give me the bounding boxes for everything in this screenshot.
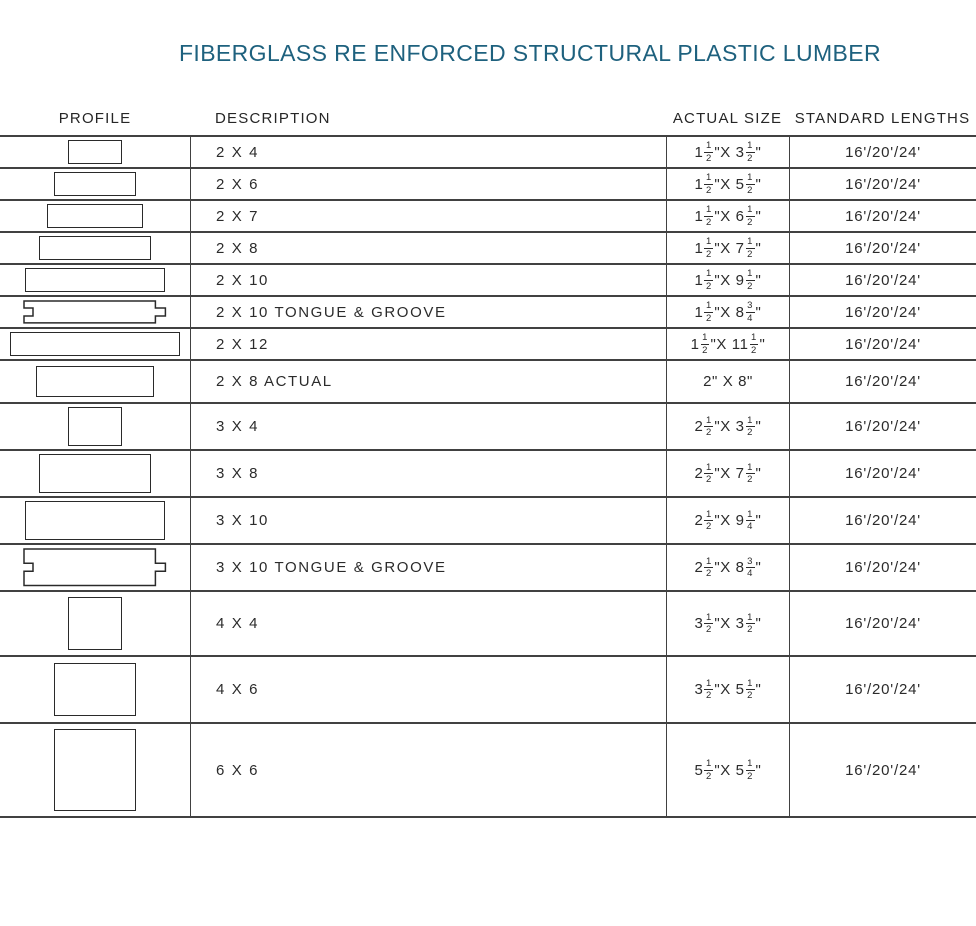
fraction-numerator: 1 [747,140,754,151]
fraction-numerator: 1 [705,461,712,473]
fraction-denominator: 2 [747,427,754,438]
size-text: 5 [694,761,704,779]
table-body [0,137,976,818]
standard-lengths-cell [789,451,976,496]
fraction-numerator: 1 [747,758,754,769]
actual-size-cell [666,265,789,295]
size-text: " [755,207,762,225]
size-text: 2 [694,512,704,529]
fraction-numerator: 3 [747,555,754,567]
description-cell [190,297,666,327]
standard-lengths-label: 16'/20'/24' [845,761,921,779]
size-fraction [746,205,755,227]
profile-cell [0,404,190,449]
size-text: " [755,559,762,576]
size-text: " [755,761,762,779]
table-row [0,361,976,404]
actual-size-cell [666,169,789,199]
description-cell [190,265,666,295]
size-fraction [704,510,713,532]
size-text: 2" X 8" [703,373,753,390]
description-cell [190,329,666,359]
size-text: " [755,465,762,482]
description-label: 2 X 8 ACTUAL [216,373,333,390]
actual-size-cell [666,137,789,167]
size-text: 1 [690,335,700,353]
description-label: 2 X 4 [216,143,260,161]
size-fraction [746,463,755,485]
fraction-denominator: 2 [751,344,757,356]
standard-lengths-cell [789,265,976,295]
actual-size-cell [666,201,789,231]
standard-lengths-label: 16'/20'/24' [845,175,921,193]
standard-lengths-cell [789,137,976,167]
description-label: 2 X 10 [216,271,269,289]
profile-cell [0,498,190,543]
fraction-numerator: 1 [705,758,712,769]
profile-cell [0,724,190,816]
fraction-denominator: 2 [705,770,712,782]
size-fraction [704,237,713,259]
table-row [0,265,976,297]
description-cell [190,451,666,496]
standard-lengths-label: 16'/20'/24' [845,271,921,289]
actual-size-cell [666,724,789,816]
size-fraction [746,237,755,259]
standard-lengths-cell [789,169,976,199]
fraction-numerator: 1 [747,414,754,426]
fraction-denominator: 2 [705,474,712,485]
fraction-denominator: 2 [705,152,712,164]
page-title: FIBERGLASS RE ENFORCED STRUCTURAL PLASTIC LUMBER [178,40,882,66]
profile-rect-drawing [39,454,151,493]
description-label: 4 X 4 [216,615,260,632]
profile-cell [0,592,190,655]
actual-size-cell [666,329,789,359]
size-text: "X 5 [714,761,745,779]
fraction-denominator: 2 [705,521,712,532]
table-row [0,657,976,724]
profile-rect-drawing [36,366,155,397]
fraction-numerator: 1 [705,204,712,215]
size-text: " [755,681,762,698]
actual-size-cell [666,545,789,590]
fraction-numerator: 1 [747,236,754,247]
size-text: 1 [694,207,704,225]
size-text: 2 [694,559,704,576]
size-text: "X 8 [714,559,745,576]
table-row [0,297,976,329]
fraction-numerator: 1 [705,268,712,279]
fraction-numerator: 1 [747,611,754,623]
table-row [0,592,976,657]
actual-size-cell [666,233,789,263]
fraction-denominator: 2 [747,152,754,164]
description-cell [190,592,666,655]
standard-lengths-label: 16'/20'/24' [845,239,921,257]
description-label: 3 X 4 [216,418,260,435]
size-text: "X 8 [714,303,745,321]
actual-size-cell [666,657,789,722]
standard-lengths-label: 16'/20'/24' [845,373,921,390]
fraction-denominator: 2 [747,184,754,196]
size-text: 1 [694,239,704,257]
fraction-numerator: 1 [705,300,712,311]
standard-lengths-cell [789,201,976,231]
profile-cell [0,297,190,327]
fraction-denominator: 2 [705,184,712,196]
profile-tongue-groove-drawing [23,300,167,325]
fraction-denominator: 2 [747,770,754,782]
fraction-numerator: 1 [751,332,757,343]
actual-size-cell [666,498,789,543]
size-text: " [759,335,766,353]
size-text: "X 11 [710,335,749,353]
standard-lengths-cell [789,329,976,359]
description-cell [190,361,666,402]
description-cell [190,137,666,167]
fraction-numerator: 1 [702,332,708,343]
description-cell [190,545,666,590]
table-row [0,724,976,818]
size-text: "X 7 [714,465,745,482]
standard-lengths-cell [789,233,976,263]
column-header-description: DESCRIPTION [215,110,331,127]
size-fraction [746,173,755,195]
size-fraction [746,510,755,532]
fraction-denominator: 2 [705,690,712,701]
standard-lengths-label: 16'/20'/24' [845,615,921,632]
size-fraction [704,463,713,485]
profile-cell [0,451,190,496]
standard-lengths-label: 16'/20'/24' [845,303,921,321]
standard-lengths-label: 16'/20'/24' [845,512,921,529]
size-fraction [704,269,713,291]
fraction-denominator: 2 [747,280,754,292]
fraction-denominator: 2 [705,312,712,324]
fraction-denominator: 2 [705,427,712,438]
size-fraction [746,269,755,291]
fraction-denominator: 2 [705,624,712,635]
fraction-denominator: 2 [747,474,754,485]
profile-rect-drawing [39,236,151,260]
fraction-denominator: 2 [747,216,754,228]
profile-cell [0,545,190,590]
size-text: "X 3 [714,418,745,435]
profile-tongue-groove-drawing [23,548,167,588]
actual-size-cell [666,592,789,655]
fraction-numerator: 1 [705,611,712,623]
standard-lengths-cell [789,297,976,327]
profile-rect-drawing [25,501,166,540]
size-fraction [704,205,713,227]
fraction-numerator: 1 [705,140,712,151]
size-text: 2 [694,465,704,482]
size-text: "X 6 [714,207,745,225]
standard-lengths-label: 16'/20'/24' [845,335,921,353]
profile-cell [0,169,190,199]
table-row [0,233,976,265]
size-text: 1 [694,175,704,193]
size-text: "X 5 [714,681,745,698]
profile-cell [0,329,190,359]
fraction-numerator: 1 [747,461,754,473]
fraction-denominator: 2 [705,568,712,579]
size-text: "X 5 [714,175,745,193]
size-fraction [701,333,710,355]
fraction-denominator: 2 [747,690,754,701]
size-text: " [755,303,762,321]
fraction-numerator: 3 [747,300,754,311]
standard-lengths-label: 16'/20'/24' [845,681,921,698]
table-row [0,329,976,361]
size-text: "X 3 [714,615,745,632]
profile-rect-drawing [10,332,180,356]
fraction-numerator: 1 [705,172,712,183]
fraction-numerator: 1 [747,204,754,215]
fraction-denominator: 4 [747,521,754,532]
standard-lengths-cell [789,724,976,816]
actual-size-cell [666,451,789,496]
actual-size-cell [666,404,789,449]
fraction-denominator: 2 [705,216,712,228]
description-label: 3 X 10 [216,512,269,529]
description-cell [190,201,666,231]
description-label: 3 X 8 [216,465,260,482]
profile-rect-drawing [54,729,136,811]
fraction-denominator: 2 [702,344,708,356]
fraction-denominator: 2 [705,280,712,292]
standard-lengths-cell [789,361,976,402]
fraction-numerator: 1 [747,677,754,689]
profile-cell [0,361,190,402]
size-text: 3 [694,681,704,698]
size-text: " [755,418,762,435]
size-fraction [704,759,713,781]
description-label: 3 X 10 TONGUE & GROOVE [216,559,447,576]
size-text: "X 9 [714,512,745,529]
profile-cell [0,233,190,263]
actual-size-cell [666,297,789,327]
description-label: 2 X 7 [216,207,260,225]
description-label: 2 X 8 [216,239,260,257]
table-row [0,545,976,592]
table-row [0,169,976,201]
column-header-profile: PROFILE [58,110,132,127]
fraction-denominator: 4 [747,568,754,579]
standard-lengths-cell [789,404,976,449]
profile-rect-drawing [25,268,166,292]
description-label: 2 X 10 TONGUE & GROOVE [216,303,447,321]
fraction-numerator: 1 [747,268,754,279]
profile-rect-drawing [68,407,121,446]
size-fraction [704,416,713,438]
size-text: 1 [694,303,704,321]
standard-lengths-label: 16'/20'/24' [845,418,921,435]
fraction-denominator: 2 [705,248,712,260]
size-fraction [746,557,755,579]
size-text: "X 3 [714,143,745,161]
size-text: " [755,143,762,161]
size-fraction [704,613,713,635]
fraction-numerator: 1 [747,508,754,520]
profile-rect-drawing [54,172,136,196]
profile-rect-drawing [68,597,121,650]
column-header-standard-lengths: STANDARD LENGTHS [794,110,971,127]
profile-cell [0,657,190,722]
description-label: 2 X 12 [216,335,269,353]
standard-lengths-cell [789,545,976,590]
table-row [0,201,976,233]
fraction-denominator: 2 [747,248,754,260]
standard-lengths-label: 16'/20'/24' [845,559,921,576]
size-fraction [704,141,713,163]
standard-lengths-cell [789,592,976,655]
standard-lengths-cell [789,498,976,543]
standard-lengths-cell [789,657,976,722]
size-text: " [755,512,762,529]
profile-cell [0,137,190,167]
size-fraction [704,679,713,701]
table-row [0,451,976,498]
profile-rect-drawing [47,204,144,228]
lumber-spec-table [0,135,976,818]
size-fraction [746,416,755,438]
size-fraction [746,679,755,701]
fraction-numerator: 1 [705,508,712,520]
description-cell [190,404,666,449]
size-text: 1 [694,271,704,289]
size-text: " [755,615,762,632]
size-fraction [704,557,713,579]
size-text: 3 [694,615,704,632]
column-header-actual-size: ACTUAL SIZE [672,110,783,127]
size-fraction [704,301,713,323]
size-text: "X 7 [714,239,745,257]
size-text: 2 [694,418,704,435]
actual-size-cell [666,361,789,402]
fraction-numerator: 1 [705,414,712,426]
size-fraction [704,173,713,195]
description-cell [190,233,666,263]
description-cell [190,724,666,816]
description-label: 2 X 6 [216,175,260,193]
table-row [0,404,976,451]
size-fraction [746,613,755,635]
table-row [0,137,976,169]
size-fraction [746,301,755,323]
size-text: " [755,271,762,289]
table-row [0,498,976,545]
description-cell [190,498,666,543]
fraction-numerator: 1 [747,172,754,183]
description-label: 6 X 6 [216,761,260,779]
standard-lengths-label: 16'/20'/24' [845,465,921,482]
description-cell [190,169,666,199]
profile-rect-drawing [68,140,121,164]
standard-lengths-label: 16'/20'/24' [845,143,921,161]
size-text: "X 9 [714,271,745,289]
size-text: 1 [694,143,704,161]
fraction-numerator: 1 [705,236,712,247]
size-fraction [750,333,759,355]
profile-rect-drawing [54,663,136,716]
size-text: " [755,239,762,257]
fraction-denominator: 4 [747,312,754,324]
fraction-denominator: 2 [747,624,754,635]
profile-cell [0,201,190,231]
fraction-numerator: 1 [705,677,712,689]
size-fraction [746,141,755,163]
standard-lengths-label: 16'/20'/24' [845,207,921,225]
size-text: " [755,175,762,193]
size-fraction [746,759,755,781]
description-cell [190,657,666,722]
profile-cell [0,265,190,295]
description-label: 4 X 6 [216,681,260,698]
fraction-numerator: 1 [705,555,712,567]
